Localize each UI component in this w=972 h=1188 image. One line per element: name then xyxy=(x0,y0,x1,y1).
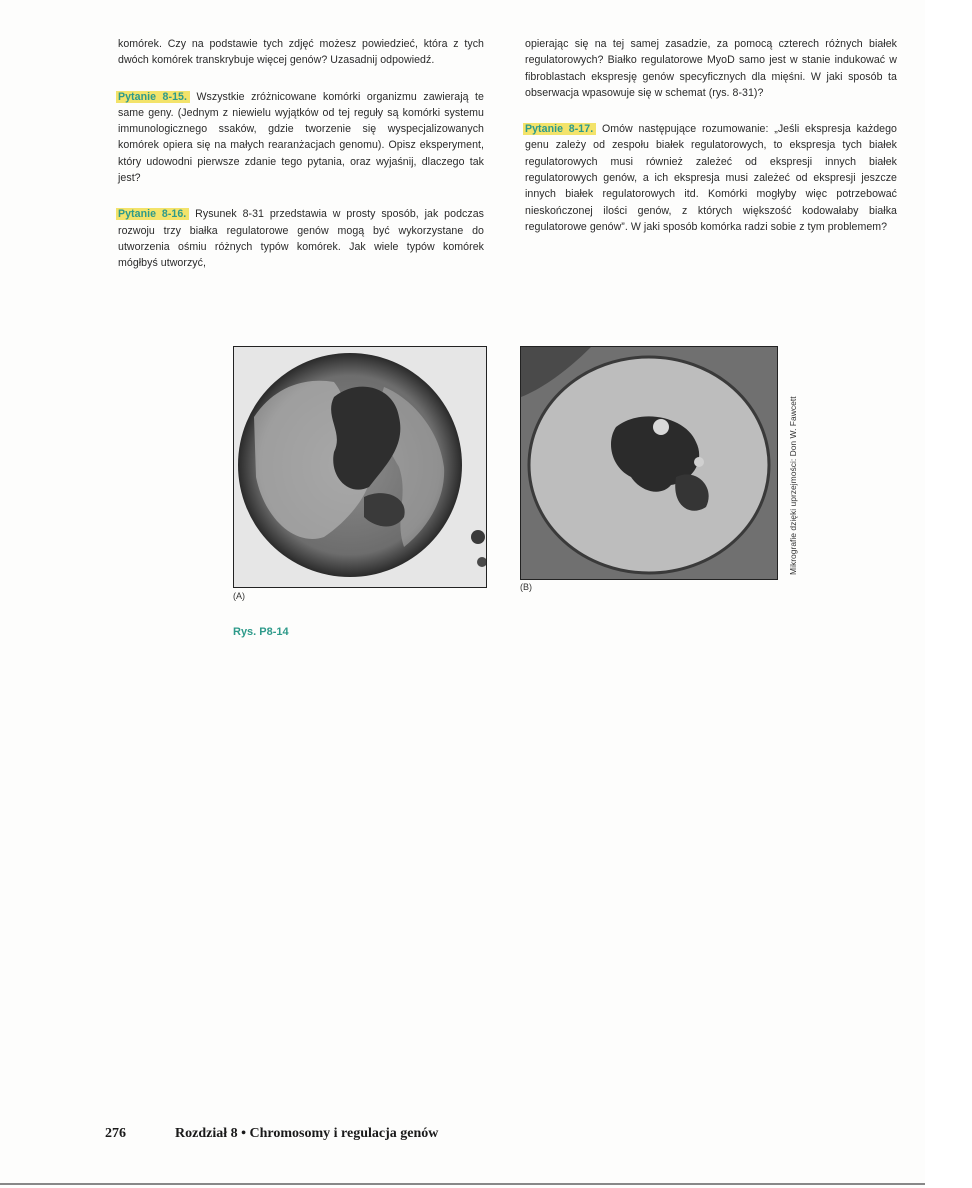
micrograph-credit: Mikrografie dzięki uprzejmości: Don W. Fawcett xyxy=(788,396,798,575)
figure-caption: Rys. P8-14 xyxy=(233,626,289,638)
question-8-17-text: Omów następujące rozumowanie: „Jeśli ekspresja każdego genu zależy od zespołu białek regulatorowych, to ekspresja tych białek regulatorowych musi również zależeć od ekspresji innych białek regulatorowych genów, a ich ekspresja musi zależeć od ekspresji jeszcze innych białek regulatorowych itd. Komórki mogłyby więc potrzebować nieskończonej ilości genów, z których większość kodowałaby białka regulatorowe genów”. W jaki sposób komórka radzi sobie z tym problemem? xyxy=(525,123,897,233)
micrograph-b xyxy=(520,346,778,580)
panel-label-a: (A) xyxy=(233,591,245,601)
micrograph-a-image xyxy=(234,347,486,587)
question-8-16-text: Rysunek 8-31 przedstawia w prosty sposób, jak podczas rozwoju trzy białka regulatorowe genów mogą być wykorzystane do utworzenia ośmiu różnych typów komórek. Jak wiele typów komórek mógłbyś utworzyć, xyxy=(118,208,484,270)
question-8-15 xyxy=(118,89,484,187)
question-8-17-tag: Pytanie 8-17. xyxy=(523,123,596,135)
question-8-16-tag: Pytanie 8-16. xyxy=(116,208,189,220)
page-number: 276 xyxy=(105,1126,126,1141)
question-8-16 xyxy=(118,206,484,271)
chapter-title: Rozdział 8 • Chromosomy i regulacja genów xyxy=(175,1126,439,1141)
question-8-15-text: Wszystkie zróżnicowane komórki organizmu zawierają te same geny. (Jednym z niewielu wyjątków od tej reguły są komórki systemu immunologicznego ssaków, gdzie tworzenie się wyspecjalizowanych komórek opiera się na małych rearanżacjach genomu). Opisz eksperyment, który udowodni pierwsze zdanie tego pytania, oraz wyjaśnij, dlaczego tak jest? xyxy=(118,90,484,185)
question-8-15-tag: Pytanie 8-15. xyxy=(116,91,190,103)
left-intro-paragraph: komórek. Czy na podstawie tych zdjęć możesz powiedzieć, która z tych dwóch komórek transkrybuje więcej genów? Uzasadnij odpowiedź. xyxy=(118,38,484,67)
panel-label-b: (B) xyxy=(520,582,532,592)
micrograph-b-image xyxy=(521,347,777,579)
left-text-column xyxy=(118,36,484,292)
right-text-column xyxy=(525,36,897,255)
right-intro-paragraph: opierając się na tej samej zasadzie, za pomocą czterech różnych białek regulatorowych? Białko regulatorowe MyoD samo jest w stanie indukować w fibroblastach ekspresję genów specyficznych dla mięśni. W jaki sposób ta obserwacja wpasowuje się w schemat (rys. 8-31)? xyxy=(525,38,897,99)
question-8-17 xyxy=(525,121,897,235)
micrograph-a xyxy=(233,346,487,588)
page-footer xyxy=(105,1126,438,1142)
bottom-divider xyxy=(0,1183,925,1185)
